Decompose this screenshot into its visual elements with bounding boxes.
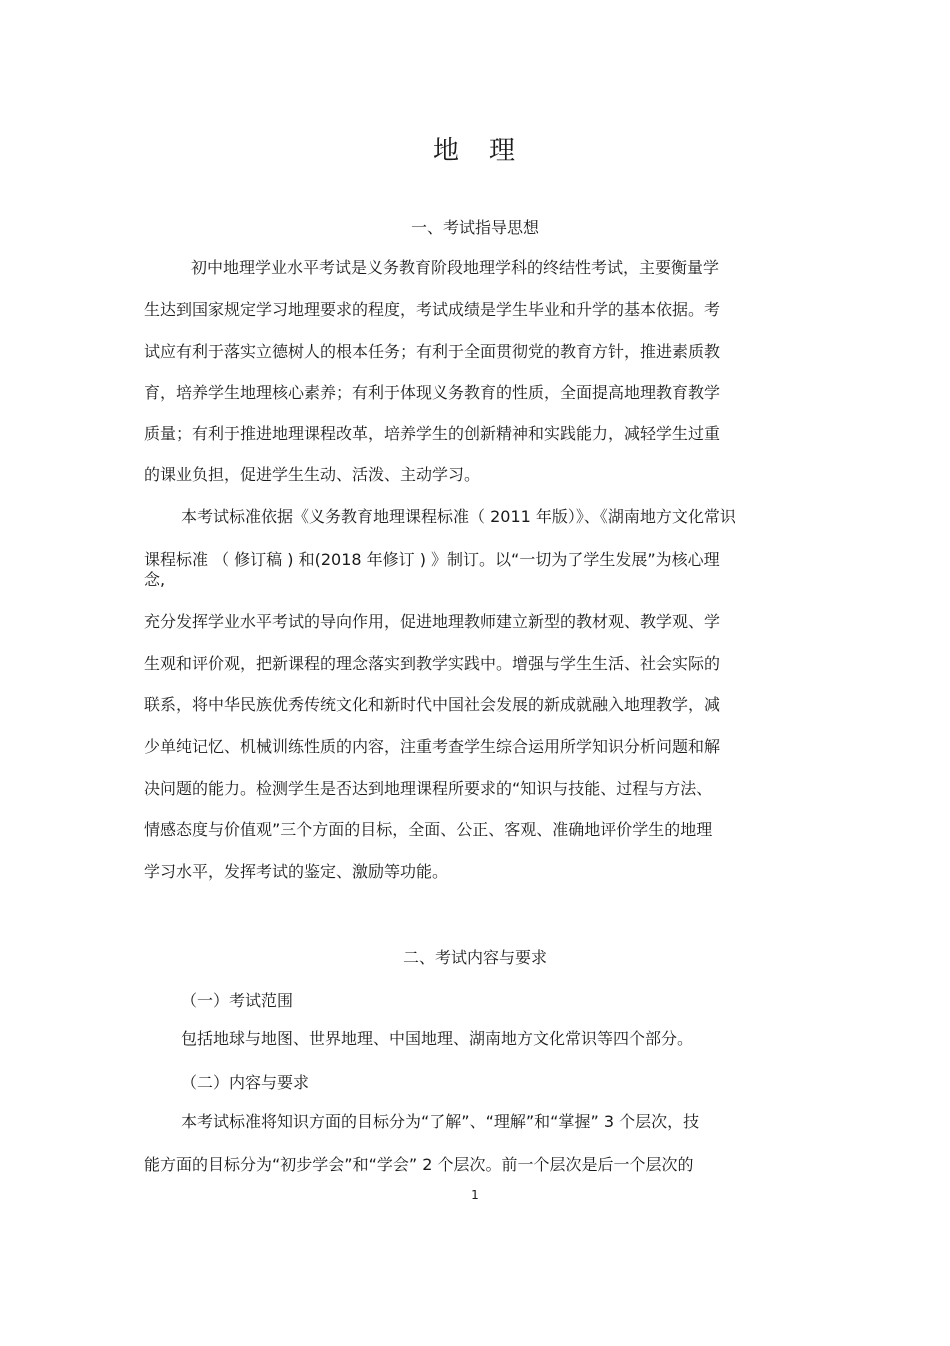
paragraph-line: 生达到国家规定学习地理要求的程度，考试成绩是学生毕业和升学的基本依据。考 [144,300,721,319]
paragraph-line: 学习水平，发挥考试的鉴定、激励等功能。 [144,862,449,881]
paragraph-line: 充分发挥学业水平考试的导向作用，促进地理教师建立新型的教材观、教学观、学 [144,612,721,631]
paragraph-line: 联系，将中华民族优秀传统文化和新时代中国社会发展的新成就融入地理教学，减 [144,695,721,714]
paragraph-line: 包括地球与地图、世界地理、中国地理、湖南地方文化常识等四个部分。 [181,1029,694,1048]
paragraph-line: 能方面的目标分为“初步学会”和“学会” 2 个层次。前一个层次是后一个层次的 [144,1155,694,1174]
section2-heading: 二、考试内容与要求 [402,948,547,967]
paragraph-line: 初中地理学业水平考试是义务教育阶段地理学科的终结性考试，主要衡量学 [191,258,720,277]
paragraph-line: 课程标准 （ 修订稿 ) 和(2018 年修订 ) 》制订。以“一切为了学生发展”为核心理 [144,550,720,569]
paragraph-line: 的课业负担，促进学生生动、活泼、主动学习。 [144,465,481,484]
title-char-2: 理 [489,136,518,166]
paragraph-line: 试应有利于落实立德树人的根本任务；有利于全面贯彻党的教育方针，推进素质教 [144,342,721,361]
paragraph-line: 决问题的能力。检测学生是否达到地理课程所要求的“知识与技能、过程与方法、 [144,779,713,798]
paragraph-line: 育，培养学生地理核心素养；有利于体现义务教育的性质，全面提高地理教育教学 [144,383,721,402]
paragraph-line: 本考试标准将知识方面的目标分为“了解”、“理解”和“掌握” 3 个层次，技 [181,1112,700,1131]
section1-heading: 一、考试指导思想 [410,218,539,237]
page-number: 1 [471,1188,479,1202]
paragraph-line: 少单纯记忆、机械训练性质的内容，注重考查学生综合运用所学知识分析问题和解 [144,737,721,756]
paragraph-line: 本考试标准依据《义务教育地理课程标准（ 2011 年版）》、《湖南地方文化常识 [181,507,736,526]
paragraph-line: 生观和评价观，把新课程的理念落实到教学实践中。增强与学生生活、社会实际的 [144,654,721,673]
paragraph-line: 情感态度与价值观”三个方面的目标，全面、公正、客观、准确地评价学生的地理 [144,820,713,839]
paragraph-line: 质量；有利于推进地理课程改革，培养学生的创新精神和实践能力，减轻学生过重 [144,424,721,443]
subsection-heading: （一）考试范围 [181,991,294,1010]
subsection-heading: （二）内容与要求 [181,1073,310,1092]
page-title [0,130,950,167]
paragraph-line: 念, [144,570,166,589]
title-char-1: 地 [432,136,461,166]
